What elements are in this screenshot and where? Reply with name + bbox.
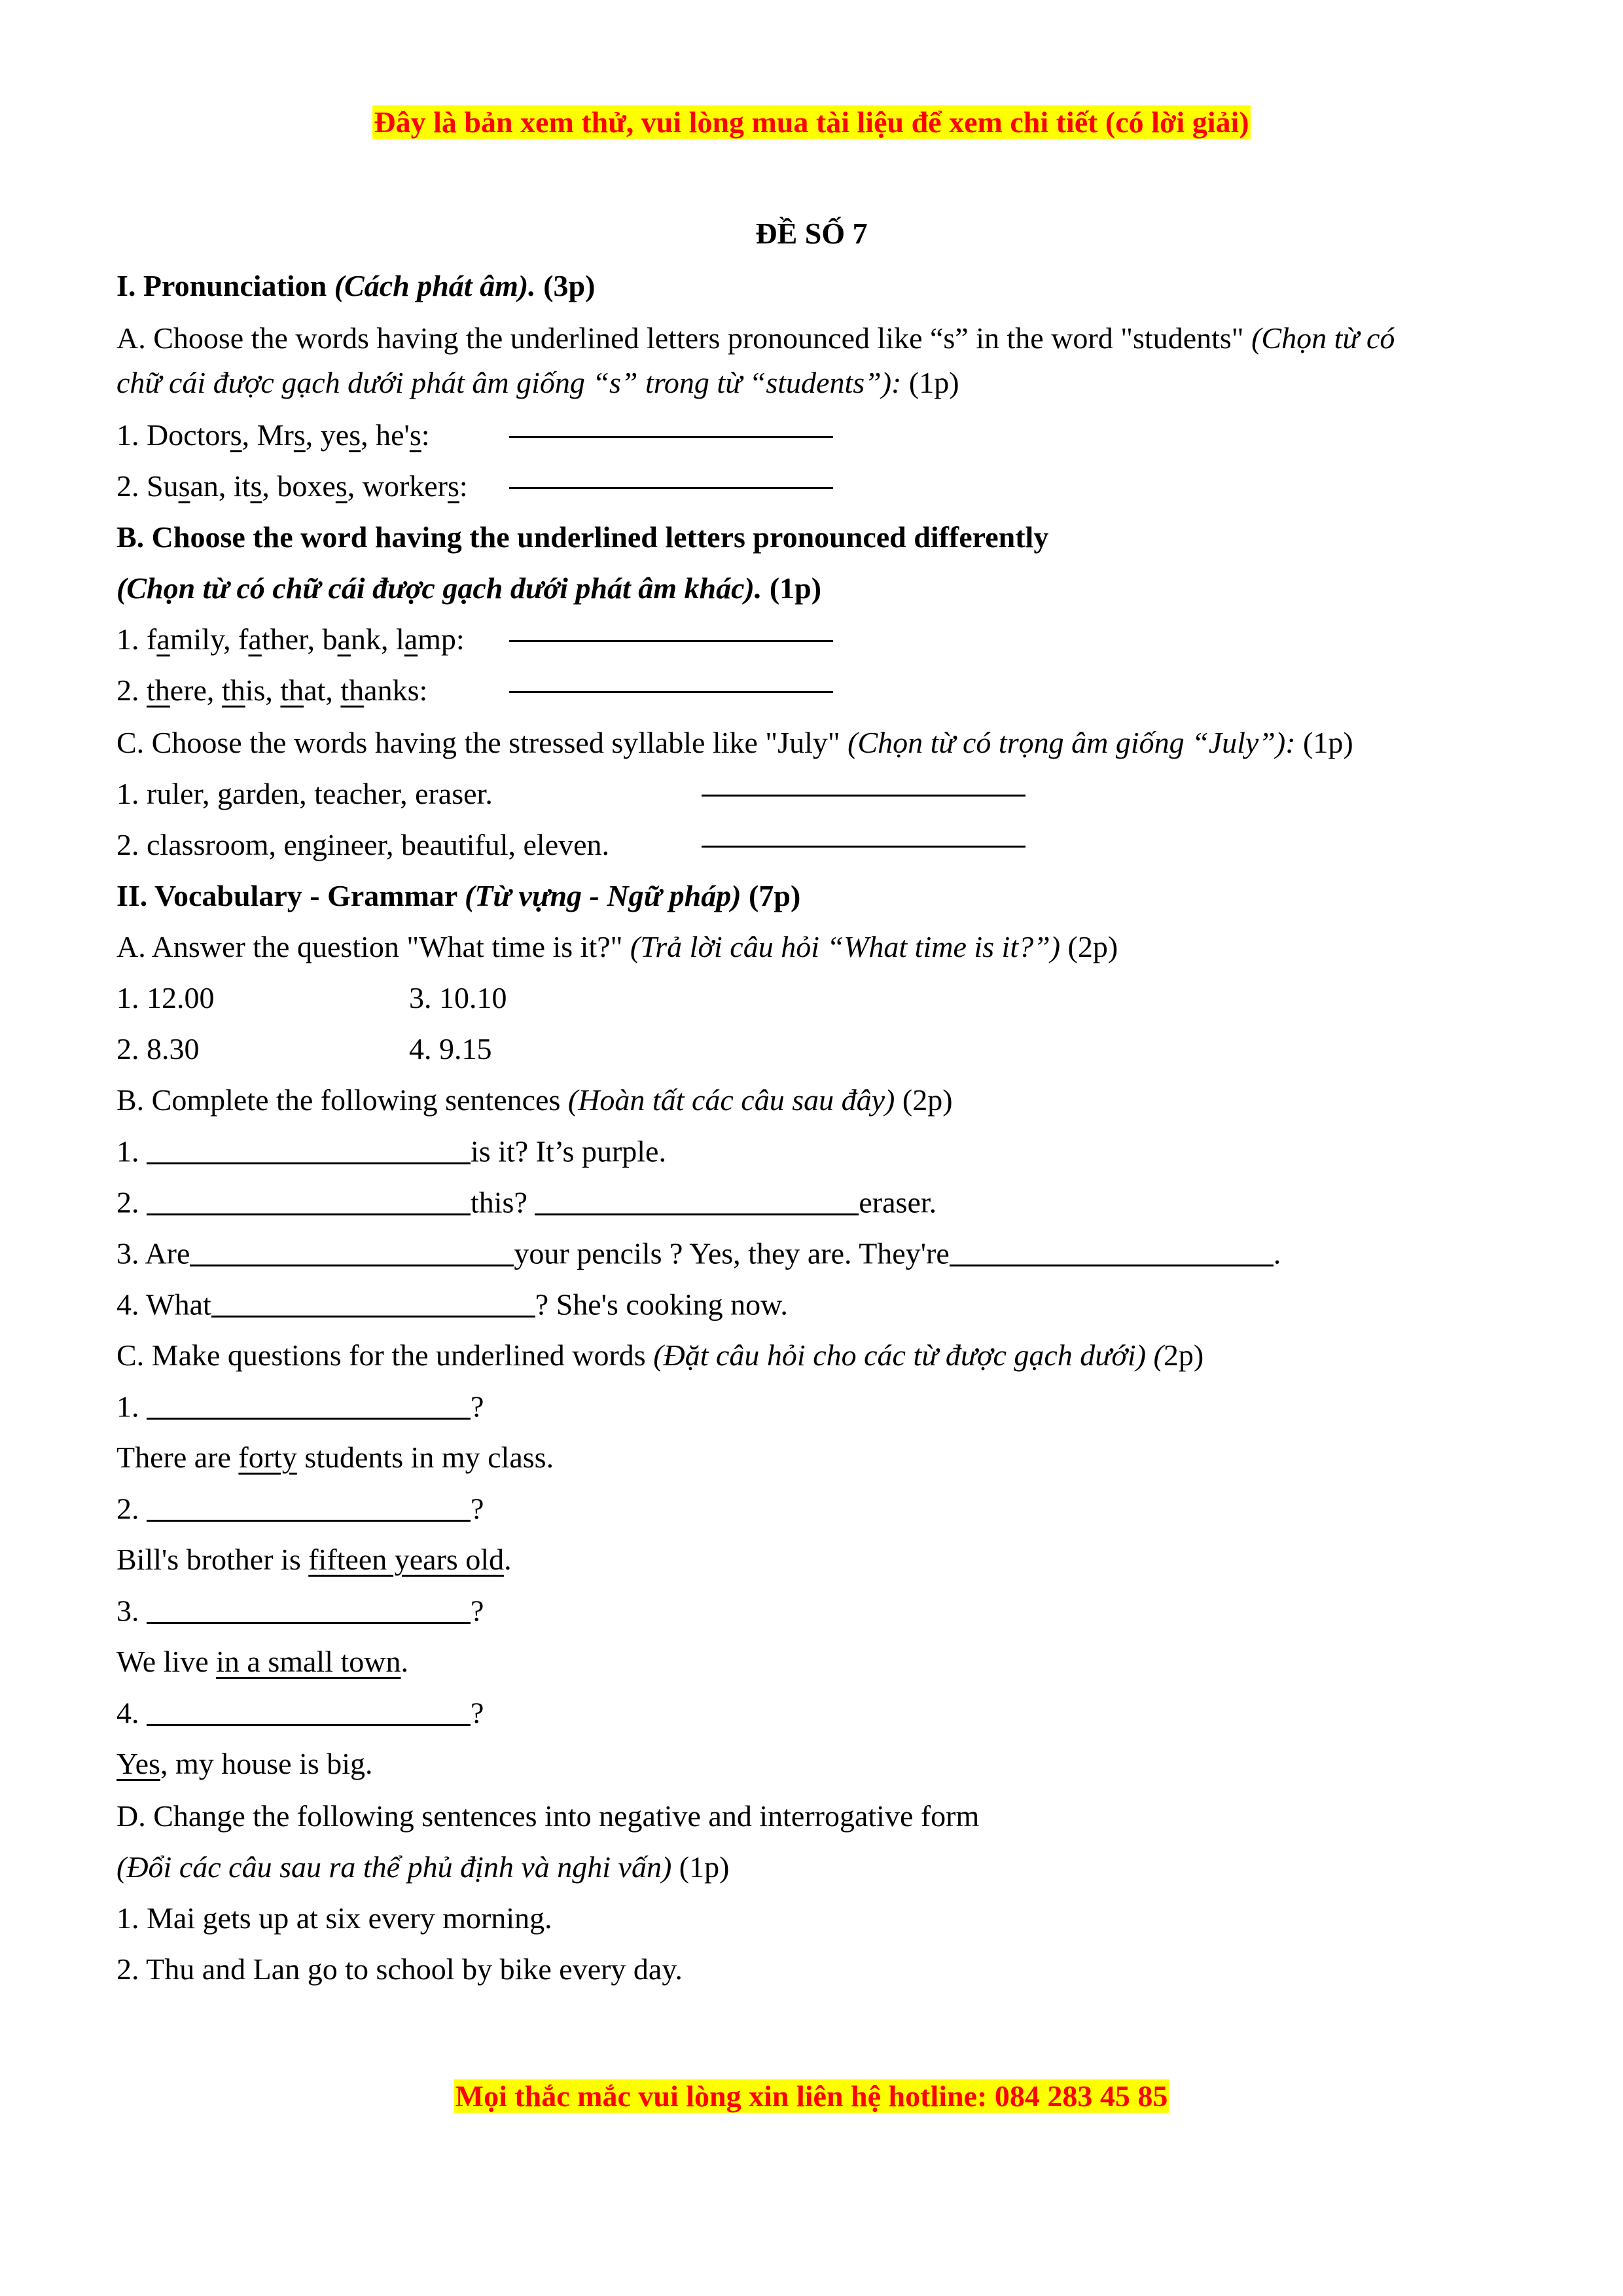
section-1a-instruction-cont: chữ cái được gạch dưới phát âm giống “s” trong từ “students”): (1p): [116, 366, 959, 399]
time-item-3: 3. 10.10: [409, 981, 507, 1014]
answer-blank-2b-3a[interactable]: [190, 1234, 514, 1266]
question-1b-2: 2. there, this, that, thanks:: [116, 673, 428, 707]
section-2b-instruction: B. Complete the following sentences (Hoàn tất các câu sau đây) (2p): [116, 1083, 953, 1117]
section-2c-instruction: C. Make questions for the underlined words (Đặt câu hỏi cho các từ được gạch dưới) (2p): [116, 1338, 1204, 1372]
section-1c-instruction: C. Choose the words having the stressed syllable like "July" (Chọn từ có trọng âm giống “July”): (1p): [116, 726, 1353, 759]
question-2c-4: 4. ?: [116, 1694, 484, 1732]
question-2b-3: 3. Are your pencils ? Yes, they are. They're .: [116, 1234, 1281, 1272]
question-1a-2: 2. Susan, its, boxes, workers:: [116, 469, 468, 503]
answer-blank-2c-1[interactable]: [147, 1388, 471, 1420]
answer-blank-2b-3b[interactable]: [950, 1234, 1274, 1266]
question-2b-4: 4. What ? She's cooking now.: [116, 1285, 788, 1323]
time-item-4: 4. 9.15: [409, 1032, 492, 1066]
answer-blank-2b-1[interactable]: [147, 1132, 471, 1164]
question-1b-1: 1. family, father, bank, lamp:: [116, 622, 465, 656]
time-item-2: 2. 8.30: [116, 1032, 200, 1066]
sentence-2c-2: Bill's brother is fifteen years old.: [116, 1543, 512, 1576]
time-item-1: 1. 12.00: [116, 981, 215, 1014]
question-2b-2: 2. this? eraser.: [116, 1183, 936, 1221]
question-2c-2: 2. ?: [116, 1490, 484, 1528]
section-1-heading: I. Pronunciation (Cách phát âm). (3p): [116, 269, 596, 302]
preview-notice-banner: [0, 105, 1623, 139]
question-2c-3: 3. ?: [116, 1592, 484, 1630]
sentence-2c-3: We live in a small town.: [116, 1645, 408, 1678]
question-2b-1: 1. is it? It’s purple.: [116, 1132, 666, 1170]
answer-blank-2b-2a[interactable]: [147, 1183, 471, 1215]
section-1a-instruction: A. Choose the words having the underlined letters pronounced like “s” in the word "students" (Chọn từ có: [116, 321, 1395, 355]
question-2d-2: 2. Thu and Lan go to school by bike every day.: [116, 1952, 683, 1986]
hotline-text: Mọi thắc mắc vui lòng xin liên hệ hotline: 084 283 45 85: [455, 2079, 1168, 2113]
answer-blank-2c-2[interactable]: [147, 1490, 471, 1522]
section-2a-instruction: A. Answer the question "What time is it?" (Trả lời câu hỏi “What time is it?”) (2p): [116, 930, 1118, 963]
answer-blank-1a-2[interactable]: [509, 476, 833, 489]
answer-blank-2b-2b[interactable]: [535, 1183, 859, 1215]
answer-blank-2b-4[interactable]: [211, 1285, 535, 1318]
question-2d-1: 1. Mai gets up at six every morning.: [116, 1901, 552, 1935]
section-1b-instruction-cont: (Chọn từ có chữ cái được gạch dưới phát âm khác). (1p): [116, 571, 822, 605]
answer-blank-2c-4[interactable]: [147, 1694, 471, 1726]
question-1c-1: 1. ruler, garden, teacher, eraser.: [116, 777, 493, 810]
answer-blank-1c-1[interactable]: [702, 784, 1026, 797]
preview-notice-text: Đây là bản xem thử, vui lòng mua tài liệu để xem chi tiết (có lời giải): [374, 105, 1249, 139]
question-1c-2: 2. classroom, engineer, beautiful, eleven.: [116, 828, 610, 861]
answer-blank-1b-2[interactable]: [509, 681, 833, 693]
answer-blank-1c-2[interactable]: [702, 835, 1026, 848]
section-2-heading: II. Vocabulary - Grammar (Từ vựng - Ngữ pháp) (7p): [116, 879, 801, 912]
sentence-2c-4: Yes, my house is big.: [116, 1747, 373, 1780]
section-2d-instruction-cont: (Đổi các câu sau ra thể phủ định và nghi vấn) (1p): [116, 1850, 730, 1884]
question-2c-1: 1. ?: [116, 1388, 484, 1426]
question-1a-1: 1. Doctors, Mrs, yes, he's:: [116, 418, 430, 452]
sentence-2c-1: There are forty students in my class.: [116, 1441, 554, 1474]
hotline-banner: [0, 2079, 1623, 2113]
answer-blank-1b-1[interactable]: [509, 630, 833, 642]
answer-blank-1a-1[interactable]: [509, 425, 833, 438]
section-2d-instruction: D. Change the following sentences into negative and interrogative form: [116, 1799, 980, 1833]
exam-title: ĐỀ SỐ 7: [755, 217, 868, 250]
answer-blank-2c-3[interactable]: [147, 1592, 471, 1624]
section-1b-instruction: B. Choose the word having the underlined letters pronounced differently: [116, 520, 1049, 554]
